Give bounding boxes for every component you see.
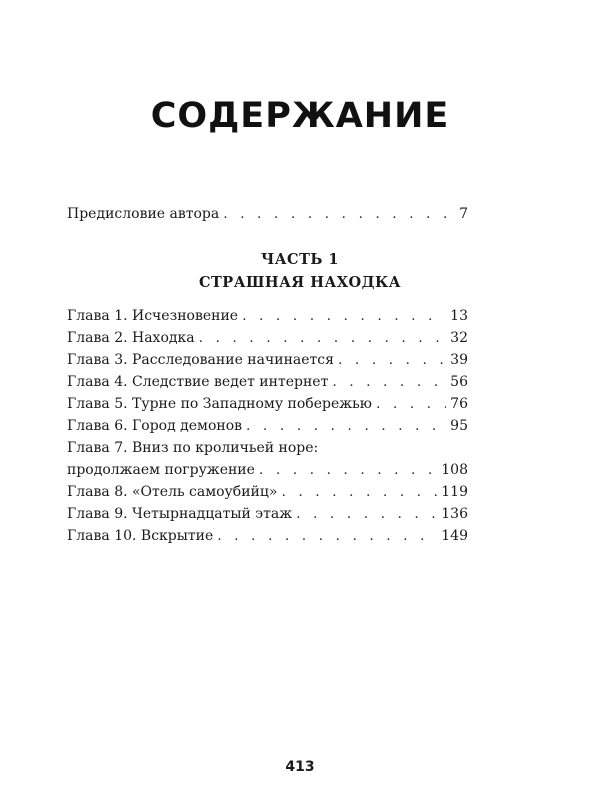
toc-entry-label: Глава 8. «Отель самоубийц» <box>67 484 278 500</box>
dot-leader <box>296 505 437 523</box>
toc-entry-page: 39 <box>450 352 468 368</box>
dot-leader <box>281 483 437 501</box>
dot-leader <box>376 395 446 413</box>
toc-entry-label: Глава 6. Город демонов <box>67 418 243 434</box>
dot-leader <box>223 205 455 223</box>
part-title: СТРАШНАЯ НАХОДКА <box>198 274 402 291</box>
part-number: ЧАСТЬ 1 <box>261 251 339 268</box>
toc-entry-page: 95 <box>450 418 468 434</box>
toc-entry-chapter-5 <box>67 395 468 413</box>
toc-entry-chapter-1 <box>67 307 468 325</box>
toc-entry-chapter-7 <box>67 461 468 479</box>
toc-entry-label: продолжаем погружение <box>67 462 255 478</box>
toc-entry-page: 13 <box>450 308 468 324</box>
dot-leader <box>259 461 437 479</box>
toc-entry-page: 76 <box>450 396 468 412</box>
toc-entry-label: Глава 2. Находка <box>67 330 195 346</box>
toc-entry-label: Глава 5. Турне по Западному побережью <box>67 396 372 412</box>
toc-entry-label: Глава 4. Следствие ведет интернет <box>67 374 329 390</box>
toc-entry-label: Глава 1. Исчезновение <box>67 308 239 324</box>
toc-entry-chapter-9 <box>67 505 468 523</box>
toc-entry-chapter-8 <box>67 483 468 501</box>
toc-entry-label: Глава 3. Расследование начинается <box>67 352 334 368</box>
toc-entry-page: 136 <box>441 506 468 522</box>
toc-entry-label: Глава 9. Четырнадцатый этаж <box>67 506 293 522</box>
dot-leader <box>199 329 447 347</box>
toc-entry-page: 108 <box>441 462 468 478</box>
dot-leader <box>246 417 446 435</box>
toc-entry-page: 32 <box>450 330 468 346</box>
toc-entry-page: 56 <box>450 374 468 390</box>
toc-entry-page: 119 <box>441 484 468 500</box>
dot-leader <box>217 527 437 545</box>
toc-entry-chapter-4 <box>67 373 468 391</box>
toc-entry-page: 149 <box>441 528 468 544</box>
toc-entry-preface <box>67 205 468 223</box>
dot-leader <box>242 307 446 325</box>
toc-entry-page: 7 <box>459 206 468 222</box>
dot-leader <box>338 351 446 369</box>
toc-entry-chapter-7-first-line: Глава 7. Вниз по кроличьей норе: <box>67 440 319 456</box>
dot-leader <box>332 373 446 391</box>
toc-entry-chapter-10 <box>67 527 468 545</box>
toc-entry-chapter-3 <box>67 351 468 369</box>
toc-entry-label: Предисловие автора <box>67 206 220 222</box>
toc-entry-chapter-6 <box>67 417 468 435</box>
contents-title: СОДЕРЖАНИЕ <box>150 96 450 136</box>
toc-entry-chapter-2 <box>67 329 468 347</box>
toc-entry-label: Глава 10. Вскрытие <box>67 528 214 544</box>
page-number: 413 <box>285 759 315 775</box>
